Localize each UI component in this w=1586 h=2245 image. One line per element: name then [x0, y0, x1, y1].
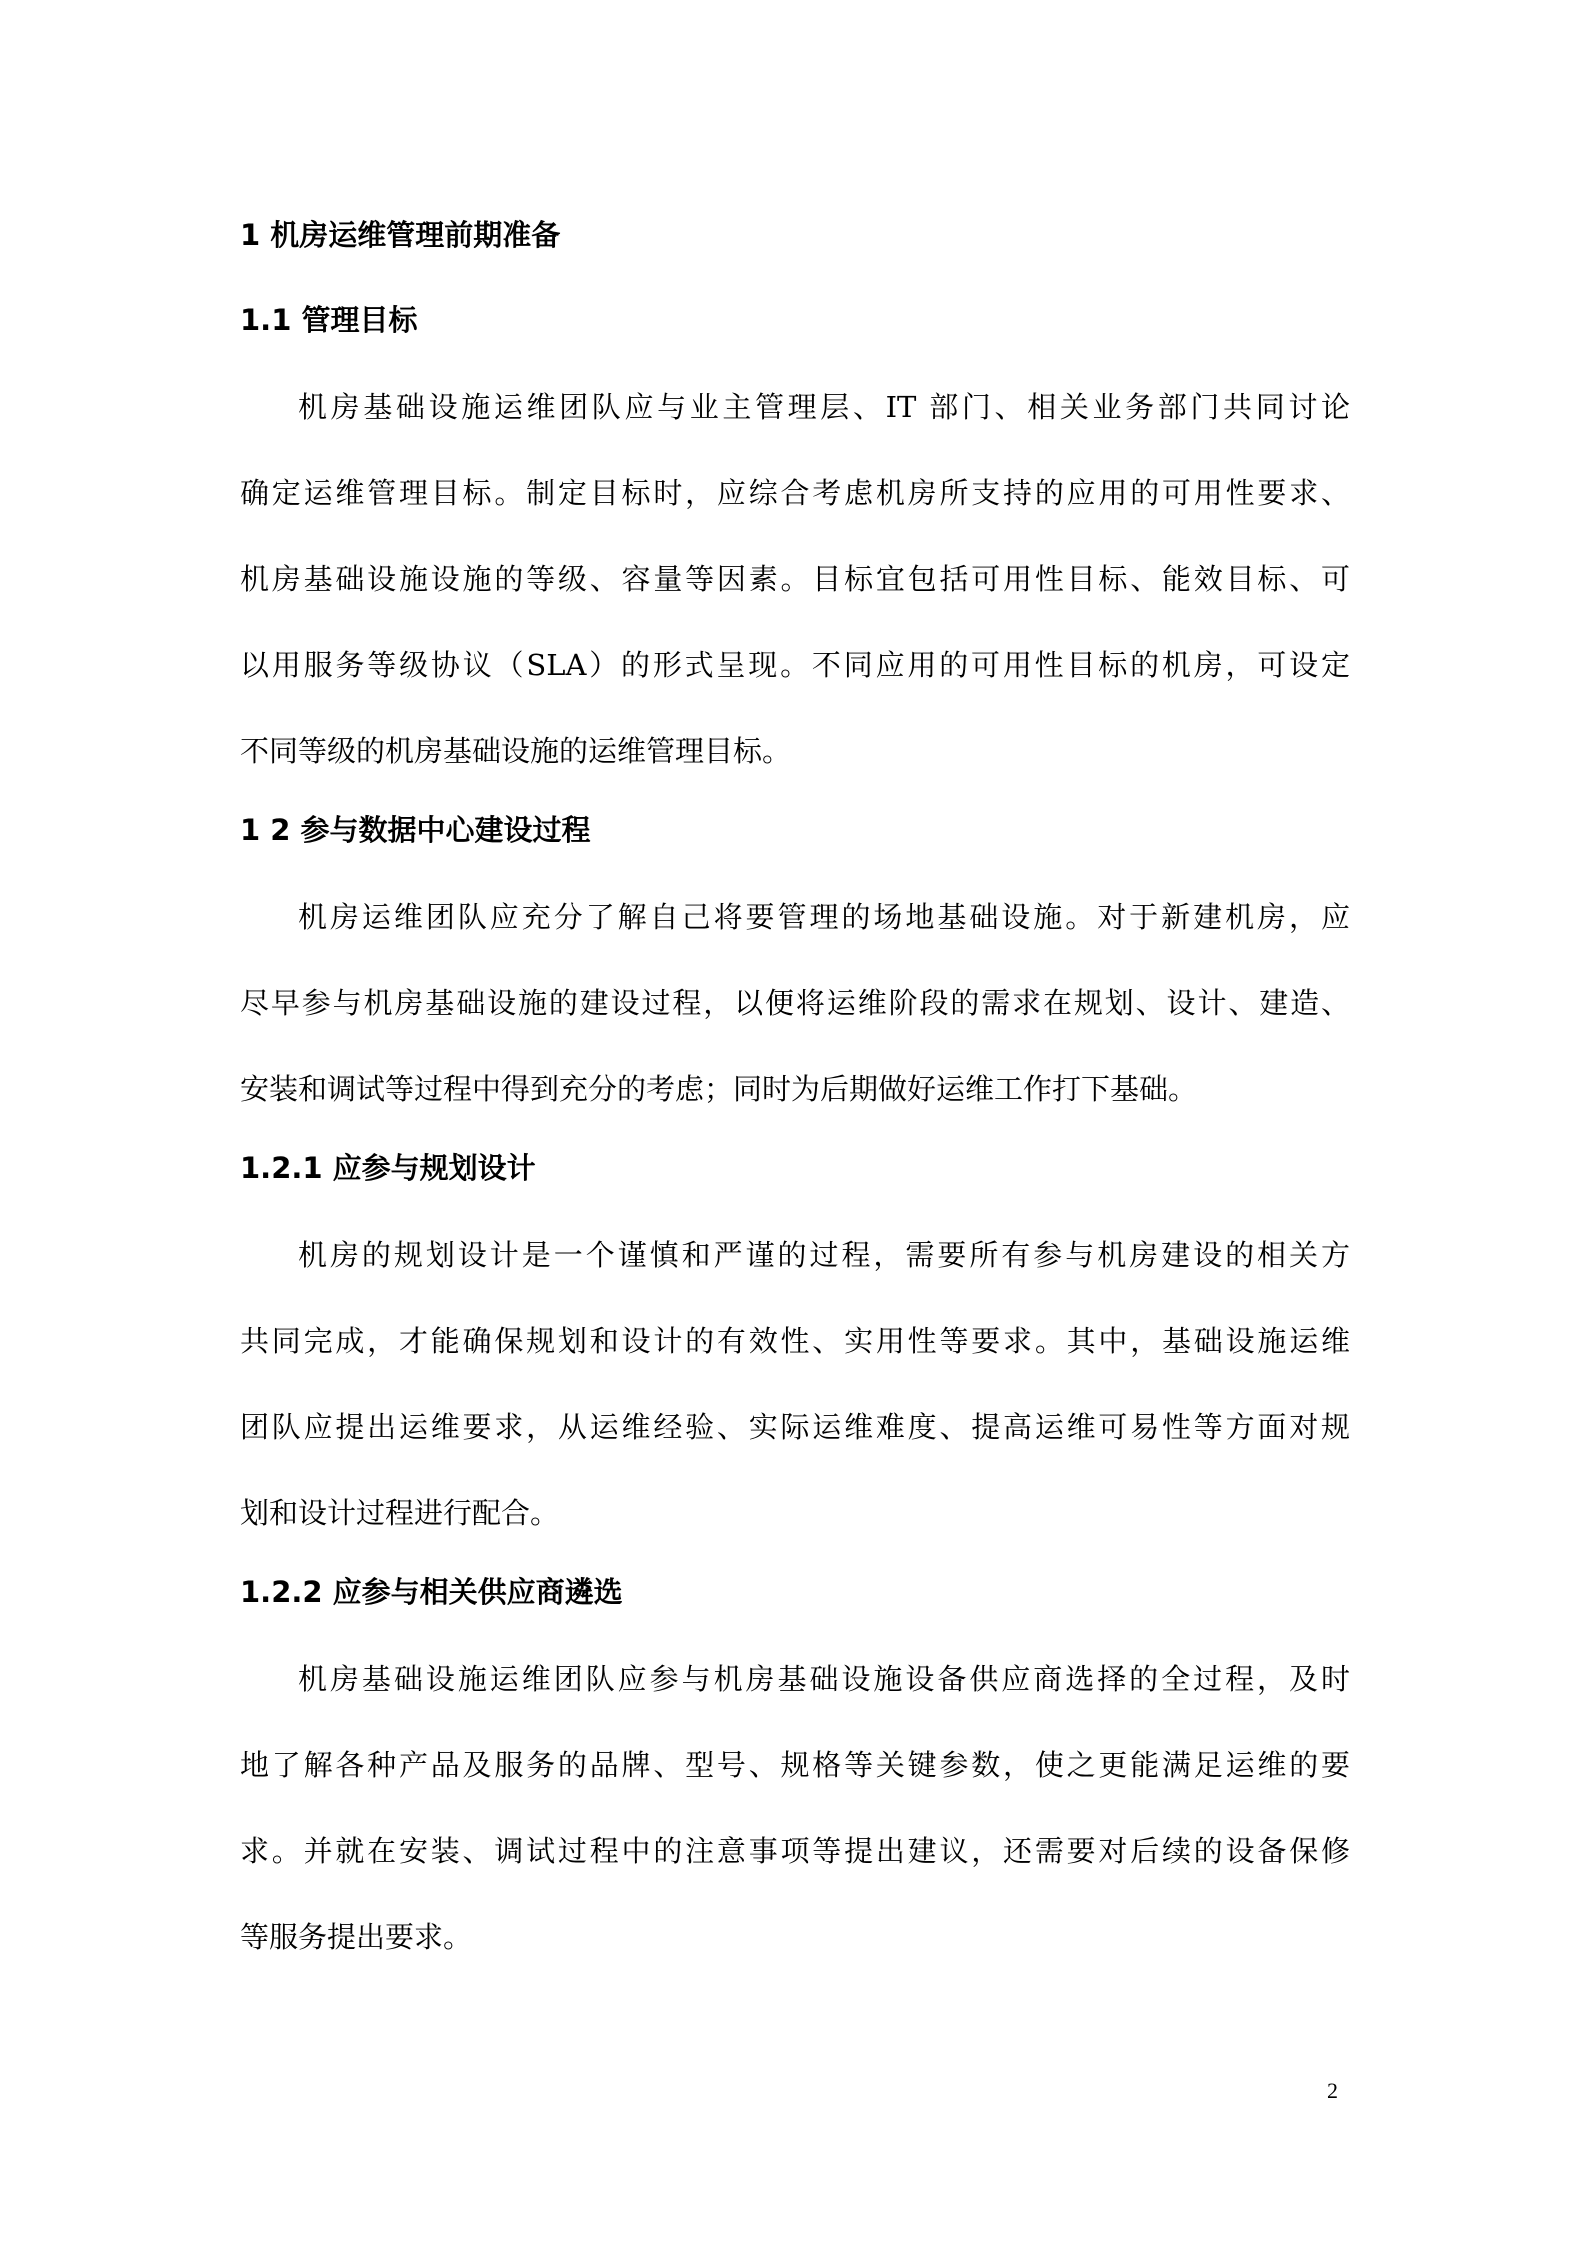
heading-1-1: 1.1 管理目标	[240, 303, 418, 337]
text-line: 确定运维管理目标。制定目标时，应综合考虑机房所支持的应用的可用性要求、	[240, 476, 1350, 510]
text-line: 尽早参与机房基础设施的建设过程，以便将运维阶段的需求在规划、设计、建造、	[240, 986, 1350, 1020]
paragraph-1-2-1	[240, 1212, 1350, 1556]
text-line: 以用服务等级协议（SLA）的形式呈现。不同应用的可用性目标的机房，可设定	[240, 648, 1350, 682]
heading-1: 1 机房运维管理前期准备	[240, 218, 561, 252]
paragraph-1-1	[240, 364, 1350, 794]
text-line: 不同等级的机房基础设施的运维管理目标。	[240, 734, 792, 768]
page-number: 2	[1327, 2078, 1338, 2103]
text-line: 共同完成，才能确保规划和设计的有效性、实用性等要求。其中，基础设施运维	[240, 1324, 1350, 1358]
heading-1-2: 1 2 参与数据中心建设过程	[240, 813, 591, 847]
heading-1-2-2: 1.2.2 应参与相关供应商遴选	[240, 1575, 623, 1609]
text-line: 团队应提出运维要求，从运维经验、实际运维难度、提高运维可易性等方面对规	[240, 1410, 1350, 1444]
paragraph-1-2-2	[240, 1636, 1350, 1980]
heading-1-2-1: 1.2.1 应参与规划设计	[240, 1151, 536, 1185]
text-line: 机房的规划设计是一个谨慎和严谨的过程，需要所有参与机房建设的相关方	[298, 1238, 1350, 1272]
text-line: 求。并就在安装、调试过程中的注意事项等提出建议，还需要对后续的设备保修	[240, 1834, 1350, 1868]
text-line: 等服务提出要求。	[240, 1920, 473, 1954]
text-line: 安装和调试等过程中得到充分的考虑；同时为后期做好运维工作打下基础。	[240, 1072, 1198, 1106]
text-line: 机房基础设施运维团队应参与机房基础设施设备供应商选择的全过程，及时	[298, 1662, 1350, 1696]
text-line: 机房基础设施设施的等级、容量等因素。目标宜包括可用性目标、能效目标、可	[240, 562, 1350, 596]
text-line: 划和设计过程进行配合。	[240, 1496, 560, 1530]
text-line: 地了解各种产品及服务的品牌、型号、规格等关键参数，使之更能满足运维的要	[240, 1748, 1350, 1782]
text-line: 机房基础设施运维团队应与业主管理层、IT 部门、相关业务部门共同讨论	[298, 390, 1350, 424]
text-line: 机房运维团队应充分了解自己将要管理的场地基础设施。对于新建机房，应	[298, 900, 1350, 934]
paragraph-1-2	[240, 874, 1350, 1132]
